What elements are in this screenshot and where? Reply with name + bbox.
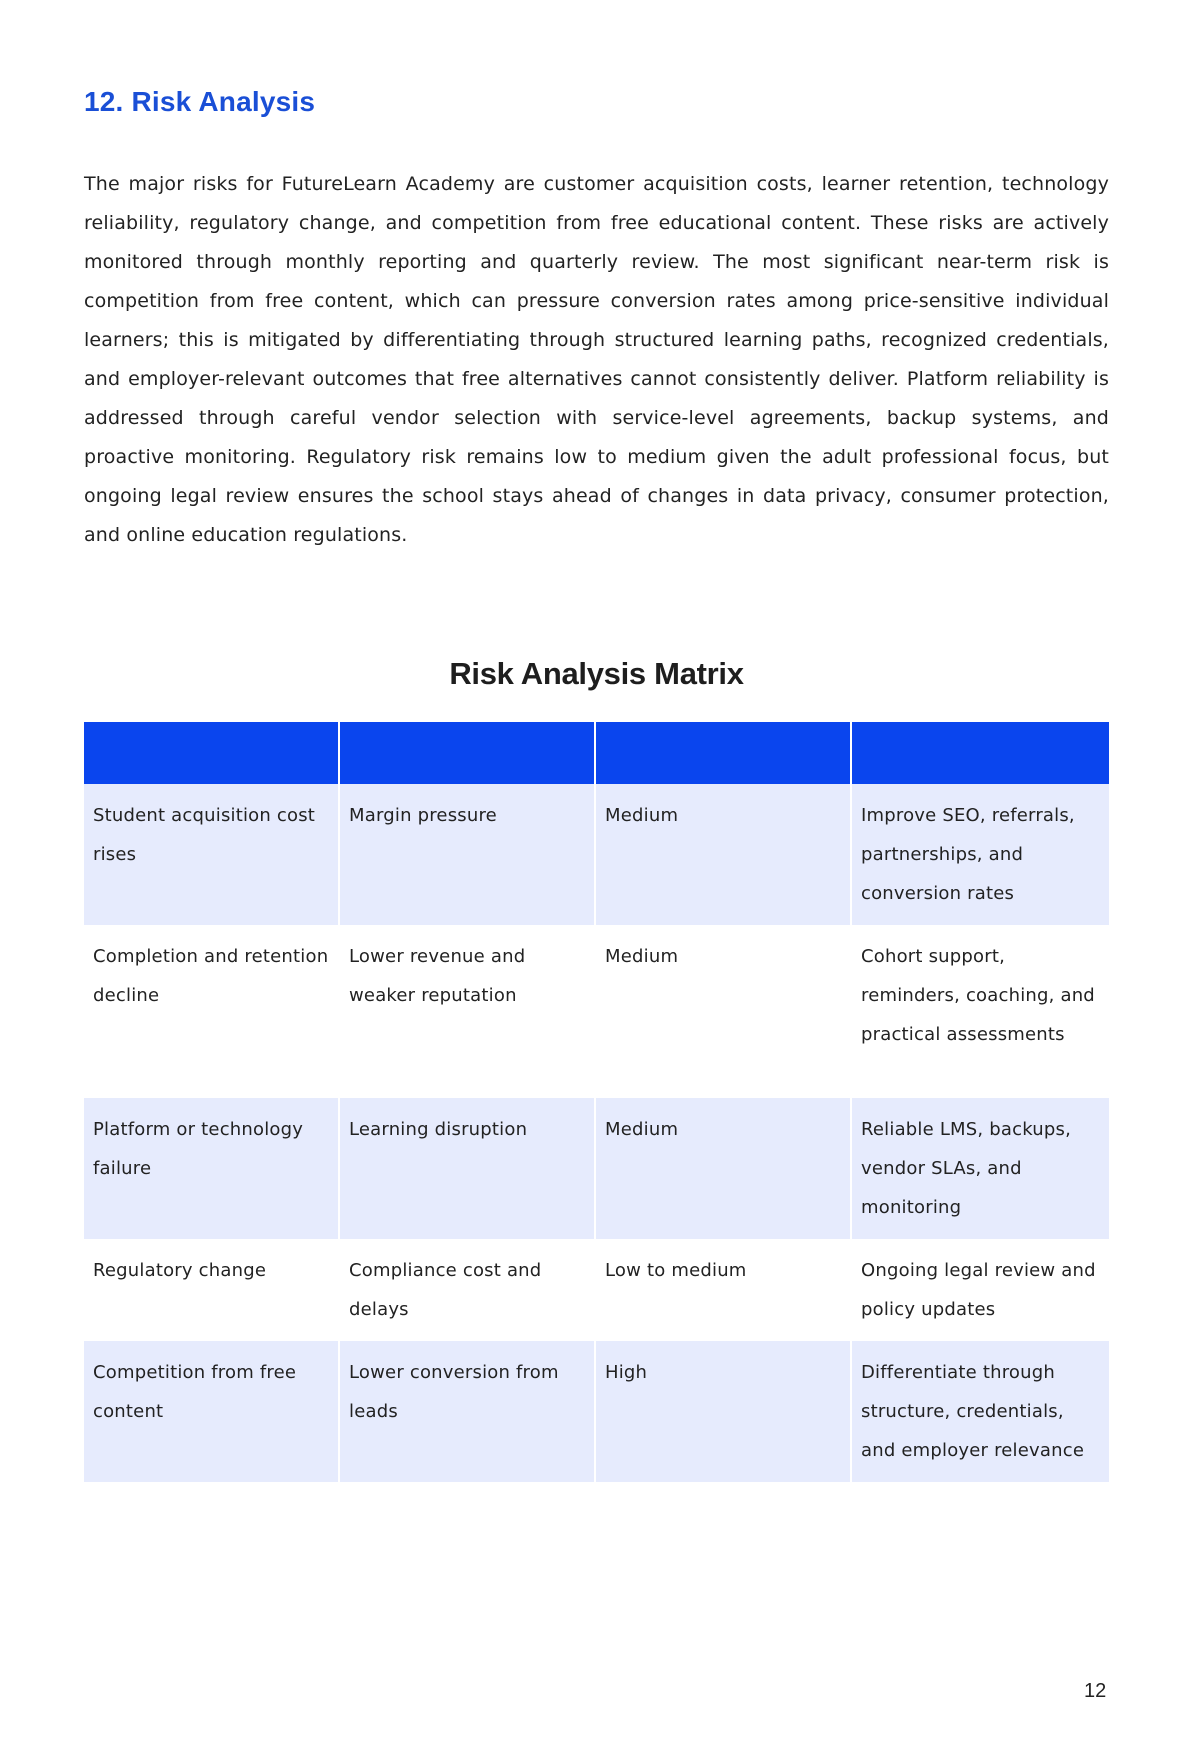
cell-mitigation: Ongoing legal review and policy updates (852, 1239, 1109, 1341)
risk-matrix-table (84, 722, 1109, 1482)
header-cell-impact (340, 722, 596, 784)
cell-impact: Lower revenue and weaker reputation (340, 925, 596, 1098)
cell-risk: Competition from free content (84, 1341, 340, 1482)
cell-impact: Compliance cost and delays (340, 1239, 596, 1341)
cell-impact: Lower conversion from leads (340, 1341, 596, 1482)
cell-mitigation: Reliable LMS, backups, vendor SLAs, and monitoring (852, 1098, 1109, 1239)
cell-impact: Margin pressure (340, 784, 596, 925)
risk-analysis-paragraph: The major risks for FutureLearn Academy are customer acquisition costs, learner retention, technology reliability, regulatory change, and competition from free educational content. These risks are actively monitored through monthly reporting and quarterly review. The most significant near-term risk is competition from free content, which can pressure conversion rates among price-sensitive individual learners; this is mitigated by differentiating through structured learning paths, recognized credentials, and employer-relevant outcomes that free alternatives cannot consistently deliver. Platform reliability is addressed through careful vendor selection with service-level agreements, backup systems, and proactive monitoring. Regulatory risk remains low to medium given the adult professional focus, but ongoing legal review ensures the school stays ahead of changes in data privacy, consumer protection, and online education regulations. (84, 173, 1109, 546)
header-cell-likelihood (596, 722, 852, 784)
section-title: 12. Risk Analysis (84, 86, 316, 117)
cell-mitigation: Differentiate through structure, credentials, and employer relevance (852, 1341, 1109, 1482)
table-row (84, 1098, 1109, 1239)
cell-mitigation: Improve SEO, referrals, partnerships, and conversion rates (852, 784, 1109, 925)
cell-risk: Completion and retention decline (84, 925, 340, 1098)
cell-likelihood: Medium (596, 925, 852, 1098)
table-header-row (84, 722, 1109, 784)
cell-likelihood: High (596, 1341, 852, 1482)
cell-likelihood: Medium (596, 1098, 852, 1239)
cell-risk: Student acquisition cost rises (84, 784, 340, 925)
header-cell-mitigation (852, 722, 1109, 784)
table-row (84, 1239, 1109, 1341)
page-number: 12 (1084, 1680, 1107, 1702)
cell-likelihood: Medium (596, 784, 852, 925)
table-row (84, 1341, 1109, 1482)
cell-risk: Platform or technology failure (84, 1098, 340, 1239)
cell-impact: Learning disruption (340, 1098, 596, 1239)
table-row (84, 784, 1109, 925)
matrix-title: Risk Analysis Matrix (449, 656, 744, 691)
cell-likelihood: Low to medium (596, 1239, 852, 1341)
cell-risk: Regulatory change (84, 1239, 340, 1341)
header-cell-risk (84, 722, 340, 784)
table-row (84, 925, 1109, 1098)
cell-mitigation: Cohort support, reminders, coaching, and practical assessments (852, 925, 1109, 1098)
